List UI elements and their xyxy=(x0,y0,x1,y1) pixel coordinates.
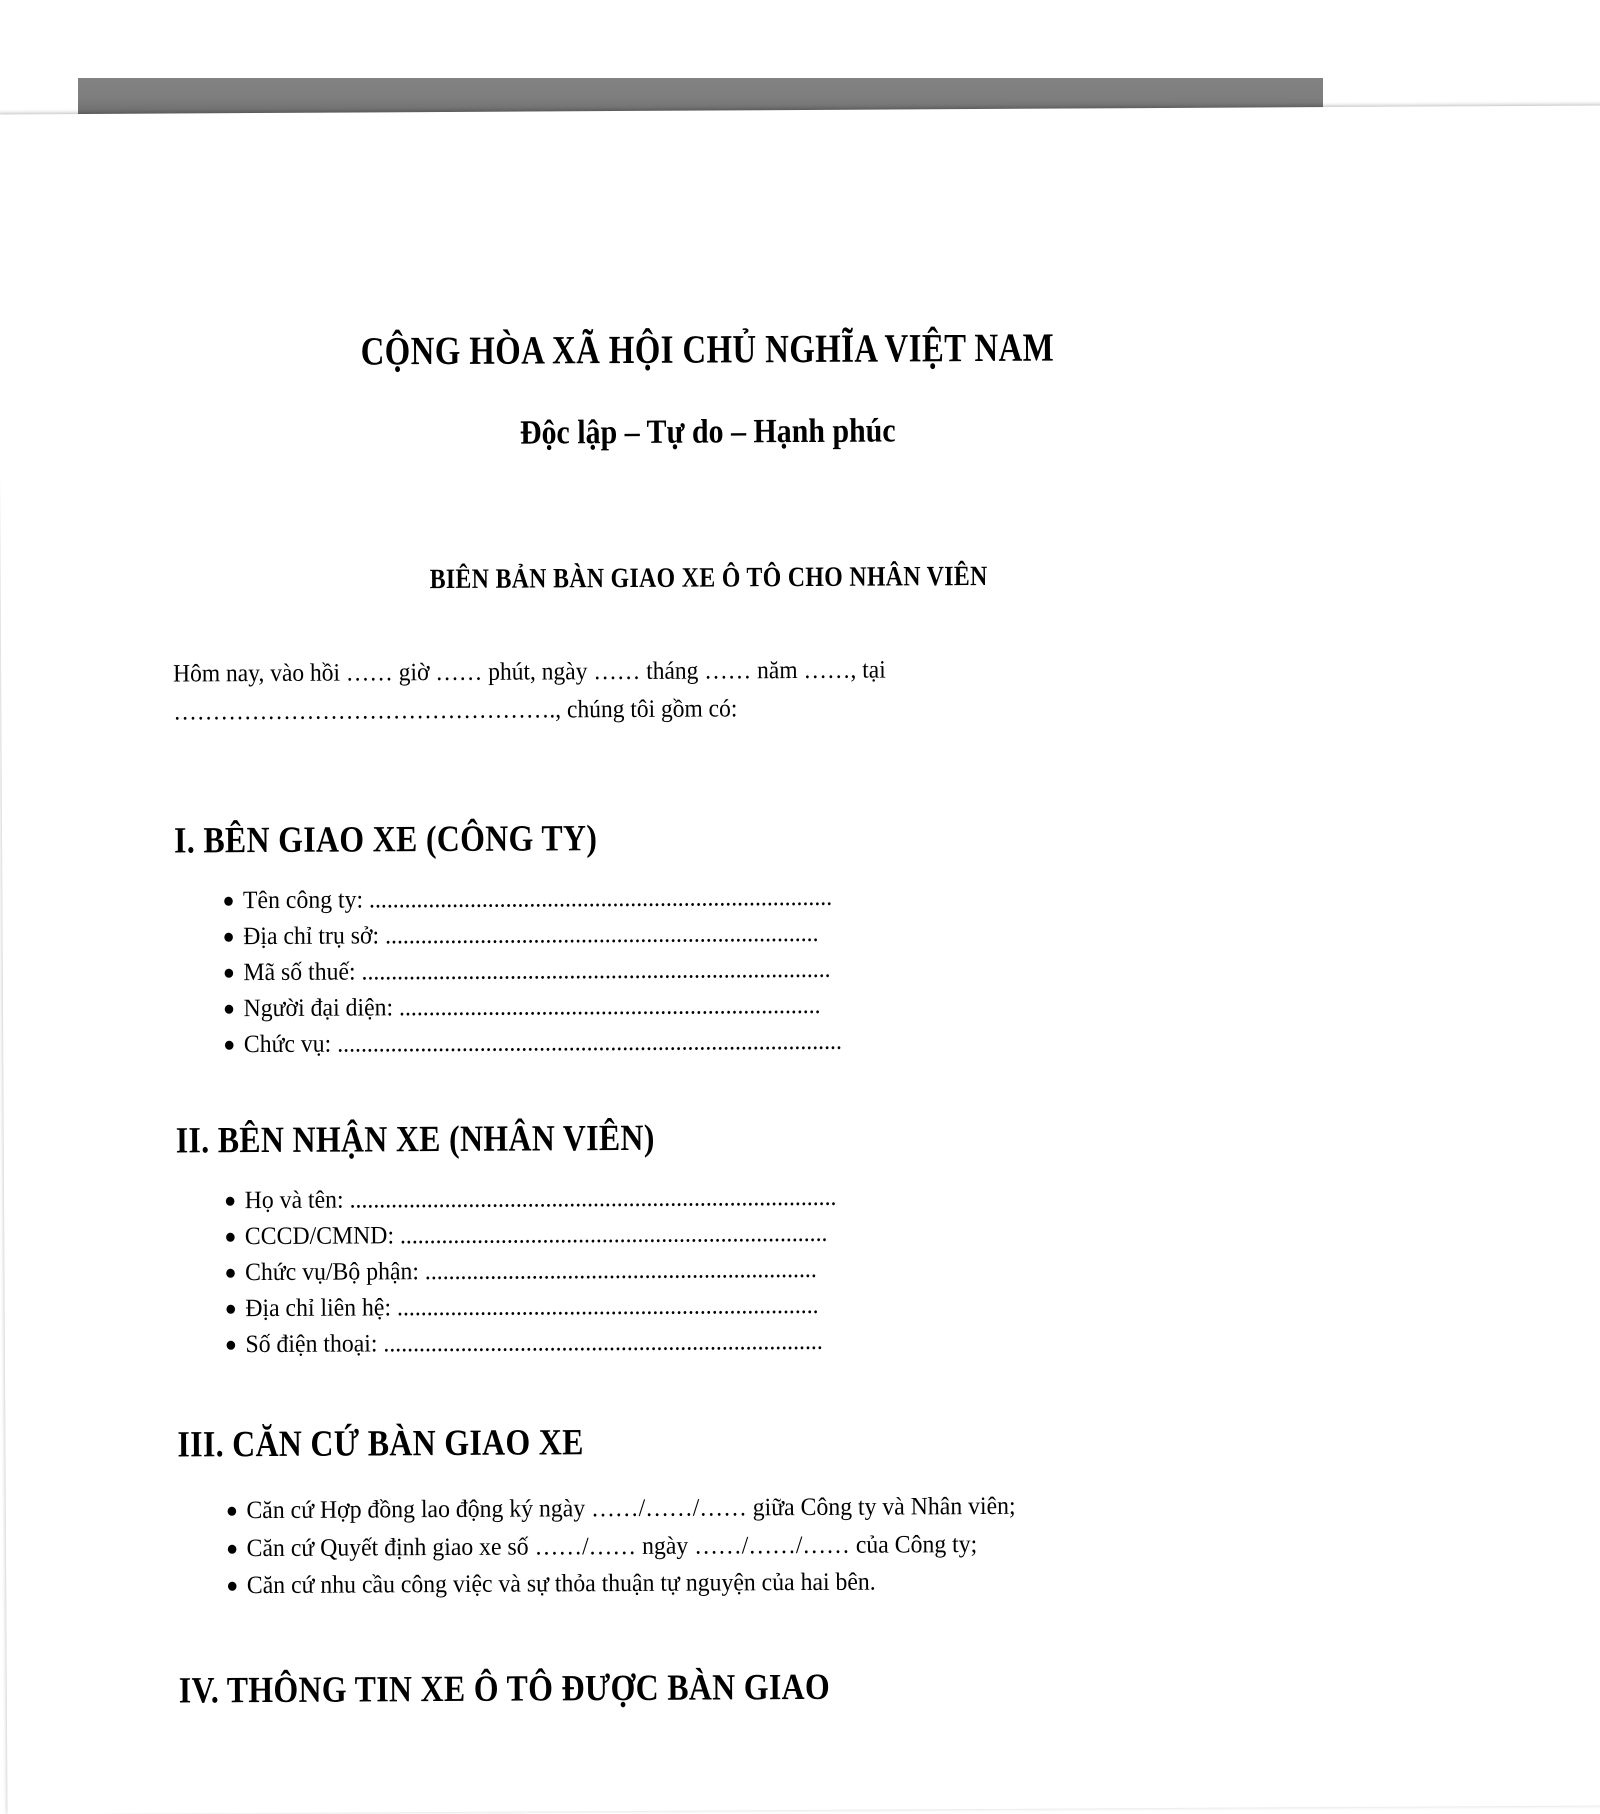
list-item xyxy=(223,950,1196,991)
intro-paragraph xyxy=(173,650,1181,732)
list-item-label: Căn cứ nhu cầu công việc và sự thỏa thuận tự nguyện của hai bên. xyxy=(246,1568,876,1600)
list-item-label: Người đại diện: ....................................................................... xyxy=(243,991,821,1023)
list-item xyxy=(223,1022,1196,1063)
section-iii-list xyxy=(178,1487,1251,1605)
national-title: CỘNG HÒA XÃ HỘI CHỦ NGHĨA VIỆT NAM xyxy=(360,324,1055,374)
section-heading-i: I. BÊN GIAO XE (CÔNG TY) xyxy=(173,818,598,862)
bullet-icon: ● xyxy=(226,1573,239,1598)
bullet-icon: ● xyxy=(222,888,235,913)
section-heading-iv: IV. THÔNG TIN XE Ô TÔ ĐƯỢC BÀN GIAO xyxy=(178,1666,831,1712)
list-item-label: Họ và tên: .................................................................................. xyxy=(244,1183,837,1214)
list-item-label: Tên công ty: .............................................................................. xyxy=(242,883,833,915)
list-item-label: CCCD/CMND: ........................................................................ xyxy=(244,1219,828,1250)
list-item xyxy=(224,1178,1197,1219)
list-item xyxy=(226,1562,1199,1605)
bullet-icon: ● xyxy=(222,960,235,985)
section-i-list xyxy=(174,878,1247,1064)
bullet-icon: ● xyxy=(223,1032,236,1057)
bullet-icon: ● xyxy=(224,1331,238,1356)
list-item-label: Chức vụ: ..................................................................................... xyxy=(243,1027,842,1059)
intro-line-1: Hôm nay, vào hồi …… giờ …… phút, ngày …… tháng …… năm ……, tại xyxy=(173,656,886,688)
list-item-label: Số điện thoại: .......................................................................... xyxy=(245,1327,823,1358)
list-item xyxy=(225,1286,1198,1327)
list-item xyxy=(223,986,1196,1027)
list-item-label: Căn cứ Quyết định giao xe số ……/…… ngày ……/……/…… của Công ty; xyxy=(246,1530,978,1562)
intro-line-2: …………………………………………., chúng tôi gồm có: xyxy=(173,695,738,726)
list-item-label: Địa chỉ liên hệ: ....................................................................... xyxy=(245,1291,819,1322)
list-item xyxy=(225,1322,1198,1363)
bullet-icon: ● xyxy=(224,1259,237,1284)
document-title: BIÊN BẢN BÀN GIAO XE Ô TÔ CHO NHÂN VIÊN xyxy=(429,560,988,595)
list-item xyxy=(226,1525,1199,1568)
list-item-label: Căn cứ Hợp đồng lao động ký ngày ……/……/…… giữa Công ty và Nhân viên; xyxy=(246,1493,1016,1525)
bullet-icon: ● xyxy=(222,996,236,1021)
section-heading-ii: II. BÊN NHẬN XE (NHÂN VIÊN) xyxy=(175,1117,655,1162)
bullet-icon: ● xyxy=(225,1498,238,1523)
bullet-icon: ● xyxy=(224,1223,237,1248)
document-content xyxy=(170,108,1251,1713)
document-page xyxy=(0,106,1600,1814)
list-item xyxy=(224,1214,1197,1255)
list-item xyxy=(226,1487,1199,1530)
national-subtitle: Độc lập – Tự do – Hạnh phúc xyxy=(519,412,896,452)
list-item-label: Mã số thuế: ............................................................................... xyxy=(243,955,831,987)
list-item-label: Địa chỉ trụ sở: ......................................................................... xyxy=(243,919,819,951)
list-item xyxy=(223,914,1196,955)
list-item xyxy=(224,1250,1197,1291)
bullet-icon: ● xyxy=(222,924,235,949)
section-ii-list xyxy=(176,1177,1249,1363)
bullet-icon: ● xyxy=(225,1536,239,1561)
bullet-icon: ● xyxy=(224,1187,237,1212)
bullet-icon: ● xyxy=(224,1295,237,1320)
list-item xyxy=(222,878,1195,919)
list-item-label: Chức vụ/Bộ phận: .................................................................. xyxy=(245,1255,817,1286)
document-page-inner xyxy=(0,106,1600,1814)
section-heading-iii: III. CĂN CỨ BÀN GIAO XE xyxy=(177,1421,584,1466)
